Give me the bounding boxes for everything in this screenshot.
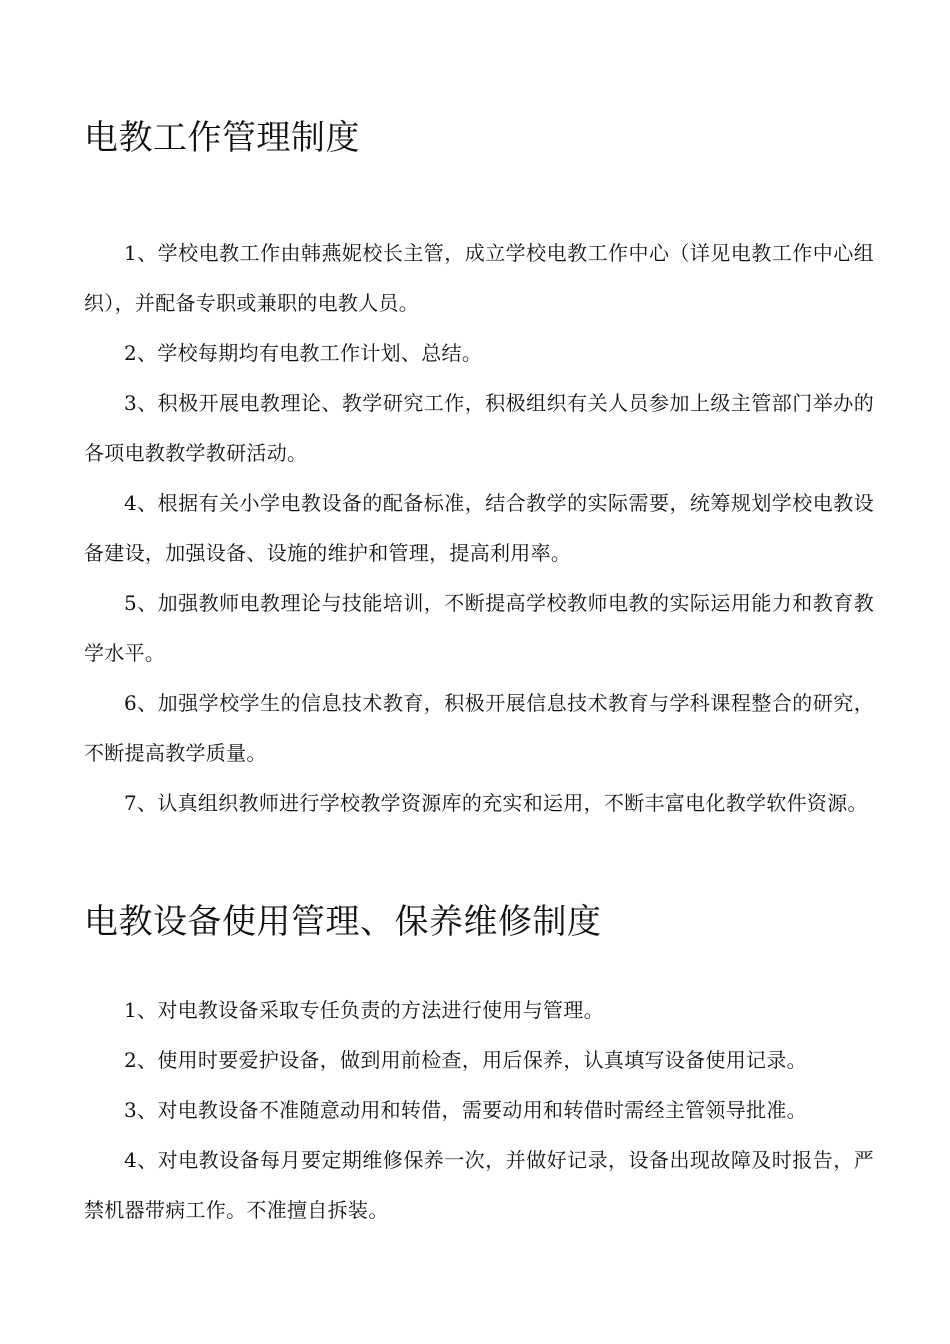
section-title-equipment-maintenance: 电教设备使用管理、保养维修制度 [84,902,602,942]
rule-item: 7、认真组织教师进行学校教学资源库的充实和运用，不断丰富电化教学软件资源。 [124,791,868,815]
rule-item: 1、对电教设备采取专任负责的方法进行使用与管理。 [124,998,604,1022]
rule-item: 5、加强教师电教理论与技能培训，不断提高学校教师电教的实际运用能力和教育教学水平。 [84,591,874,665]
rule-item: 3、对电教设备不准随意动用和转借，需要动用和转借时需经主管领导批准。 [124,1098,807,1122]
section-equipment-maintenance [84,985,874,1235]
rule-item: 1、学校电教工作由韩燕妮校长主管，成立学校电教工作中心（详见电教工作中心组织），并配备专职或兼职的电教人员。 [84,241,874,315]
rule-item: 3、积极开展电教理论、教学研究工作，积极组织有关人员参加上级主管部门举办的各项电教教学教研活动。 [84,391,874,465]
rule-item: 4、对电教设备每月要定期维修保养一次，并做好记录，设备出现故障及时报告，严禁机器带病工作。不准擅自拆装。 [84,1148,874,1222]
rule-item: 4、根据有关小学电教设备的配备标准，结合教学的实际需要，统筹规划学校电教设备建设，加强设备、设施的维护和管理，提高利用率。 [84,491,874,565]
rule-item: 6、加强学校学生的信息技术教育，积极开展信息技术教育与学科课程整合的研究，不断提高教学质量。 [84,691,874,765]
rule-item: 2、使用时要爱护设备，做到用前检查，用后保养，认真填写设备使用记录。 [124,1048,807,1072]
section-av-management [84,228,874,828]
section-title-av-management: 电教工作管理制度 [84,118,360,158]
rule-item: 2、学校每期均有电教工作计划、总结。 [124,341,483,365]
